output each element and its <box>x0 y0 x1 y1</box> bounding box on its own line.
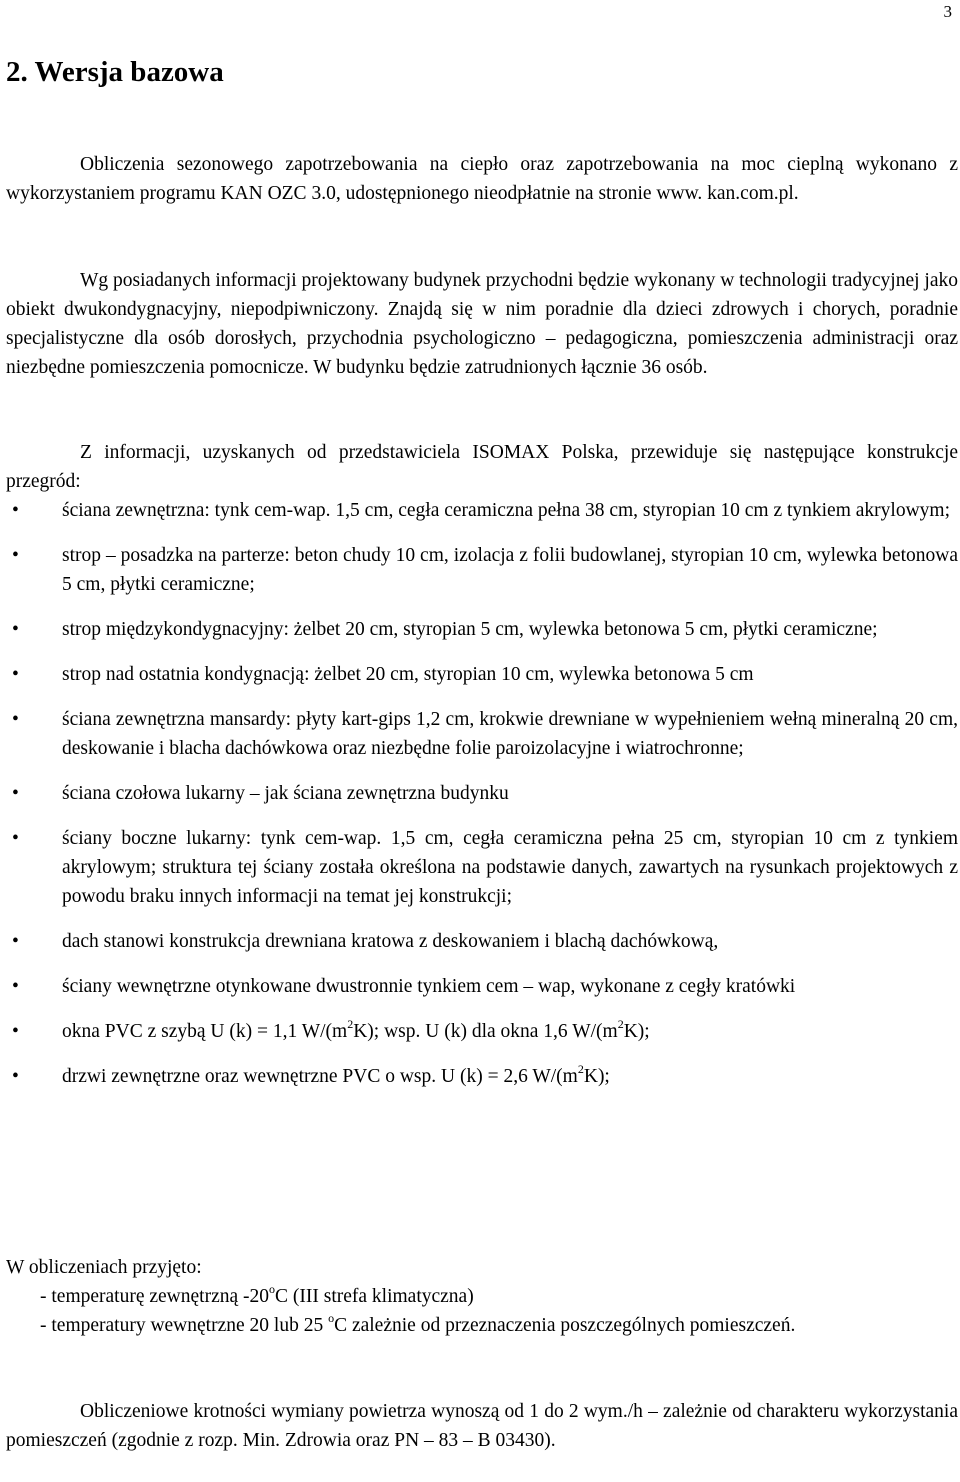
constructions-section <box>6 438 958 1091</box>
section-heading: 2. Wersja bazowa <box>6 56 224 88</box>
intro-section <box>6 150 958 208</box>
list-item: • dach stanowi konstrukcja drewniana kratowa z deskowaniem i blachą dachówkową, <box>6 927 958 956</box>
building-description-paragraph: Wg posiadanych informacji projektowany budynek przychodni będzie wykonany w technologii tradycyjnej jako obiekt dwukondygnacyjny, niepodpiwniczony. Znajdą się w nim poradnie dla dzieci zdrowych i chorych, poradnie specjalistyczne dla osób dorosłych, przychodnia psychologiczno – pedagogiczna, pomieszczenia administracji oraz niezbędne pomieszczenia pomocnicze. W budynku będzie zatrudnionych łącznie 36 osób. <box>6 270 958 378</box>
constructions-list <box>6 496 958 1091</box>
assumption-text-b: C (III strefa klimatyczna) <box>275 1286 474 1307</box>
list-item: • ściana zewnętrzna mansardy: płyty kart-gips 1,2 cm, krokwie drewniane w wypełnieniem wełną mineralną 20 cm, deskowanie i blacha dachówkowa oraz niezbędne folie paroizolacyjne i wiatrochronne; <box>6 705 958 763</box>
assumption-text-b: C zależnie od przeznaczenia poszczególnych pomieszczeń. <box>334 1315 796 1336</box>
superscript: 2 <box>347 1016 354 1031</box>
doors-text-a: drzwi zewnętrzne oraz wewnętrzne PVC o wsp. U (k) = 2,6 W/(m <box>62 1066 578 1087</box>
superscript: o <box>328 1310 335 1325</box>
list-item: • strop nad ostatnia kondygnacją: żelbet 20 cm, styropian 10 cm, wylewka betonowa 5 cm <box>6 660 958 689</box>
list-item: • ściana czołowa lukarny – jak ściana zewnętrzna budynku <box>6 779 958 808</box>
assumptions-section <box>6 1253 958 1340</box>
ventilation-paragraph: Obliczeniowe krotności wymiany powietrza wynoszą od 1 do 2 wym./h – zależnie od charakteru wykorzystania pomieszczeń (zgodnie z rozp. Min. Zdrowia oraz PN – 83 – B 03430). <box>6 1401 958 1451</box>
assumptions-title: W obliczeniach przyjęto: <box>6 1257 202 1278</box>
list-item: • strop – posadzka na parterze: beton chudy 10 cm, izolacja z folii budowlanej, styropian 10 cm, wylewka betonowa 5 cm, płytki ceramiczne; <box>6 541 958 599</box>
list-item: • strop międzykondygnacyjny: żelbet 20 cm, styropian 5 cm, wylewka betonowa 5 cm, płytki ceramiczne; <box>6 615 958 644</box>
list-item: • ściany boczne lukarny: tynk cem-wap. 1,5 cm, cegła ceramiczna pełna 25 cm, styropian 10 cm z tynkiem akrylowym; struktura tej ściany została określona na podstawie danych, zawartych na rysunkach projektowych z powodu braku innych informacji na temat jej konstrukcji; <box>6 824 958 911</box>
doors-text-b: K); <box>583 1066 610 1087</box>
ventilation-section <box>6 1397 958 1455</box>
list-item-doors <box>6 1062 958 1091</box>
list-item-windows <box>6 1017 958 1046</box>
intro-paragraph: Obliczenia sezonowego zapotrzebowania na ciepło oraz zapotrzebowania na moc cieplną wykonano z wykorzystaniem programu KAN OZC 3.0, udostępnionego nieodpłatnie na stronie www. kan.com.pl. <box>6 154 958 204</box>
list-item: • ściany wewnętrzne otynkowane dwustronnie tynkiem cem – wap, wykonane z cegły kratówki <box>6 972 958 1001</box>
superscript: 2 <box>577 1061 584 1076</box>
description-section <box>6 266 958 382</box>
assumption-item <box>6 1311 958 1340</box>
assumption-text-a: - temperatury wewnętrzne 20 lub 25 <box>40 1315 329 1336</box>
windows-text-c: K); <box>623 1021 650 1042</box>
windows-text-b: K); wsp. U (k) dla okna 1,6 W/(m <box>353 1021 618 1042</box>
windows-text-a: okna PVC z szybą U (k) = 1,1 W/(m <box>62 1021 348 1042</box>
assumption-item <box>6 1282 958 1311</box>
assumption-text-a: - temperaturę zewnętrzną -20 <box>40 1286 269 1307</box>
superscript: o <box>269 1281 275 1296</box>
list-item: • ściana zewnętrzna: tynk cem-wap. 1,5 cm, cegła ceramiczna pełna 38 cm, styropian 10 cm z tynkiem akrylowym; <box>6 496 958 525</box>
superscript: 2 <box>617 1016 624 1031</box>
page-number: 3 <box>943 2 952 21</box>
constructions-intro-paragraph: Z informacji, uzyskanych od przedstawiciela ISOMAX Polska, przewiduje się następujące konstrukcje przegród: <box>6 442 958 492</box>
